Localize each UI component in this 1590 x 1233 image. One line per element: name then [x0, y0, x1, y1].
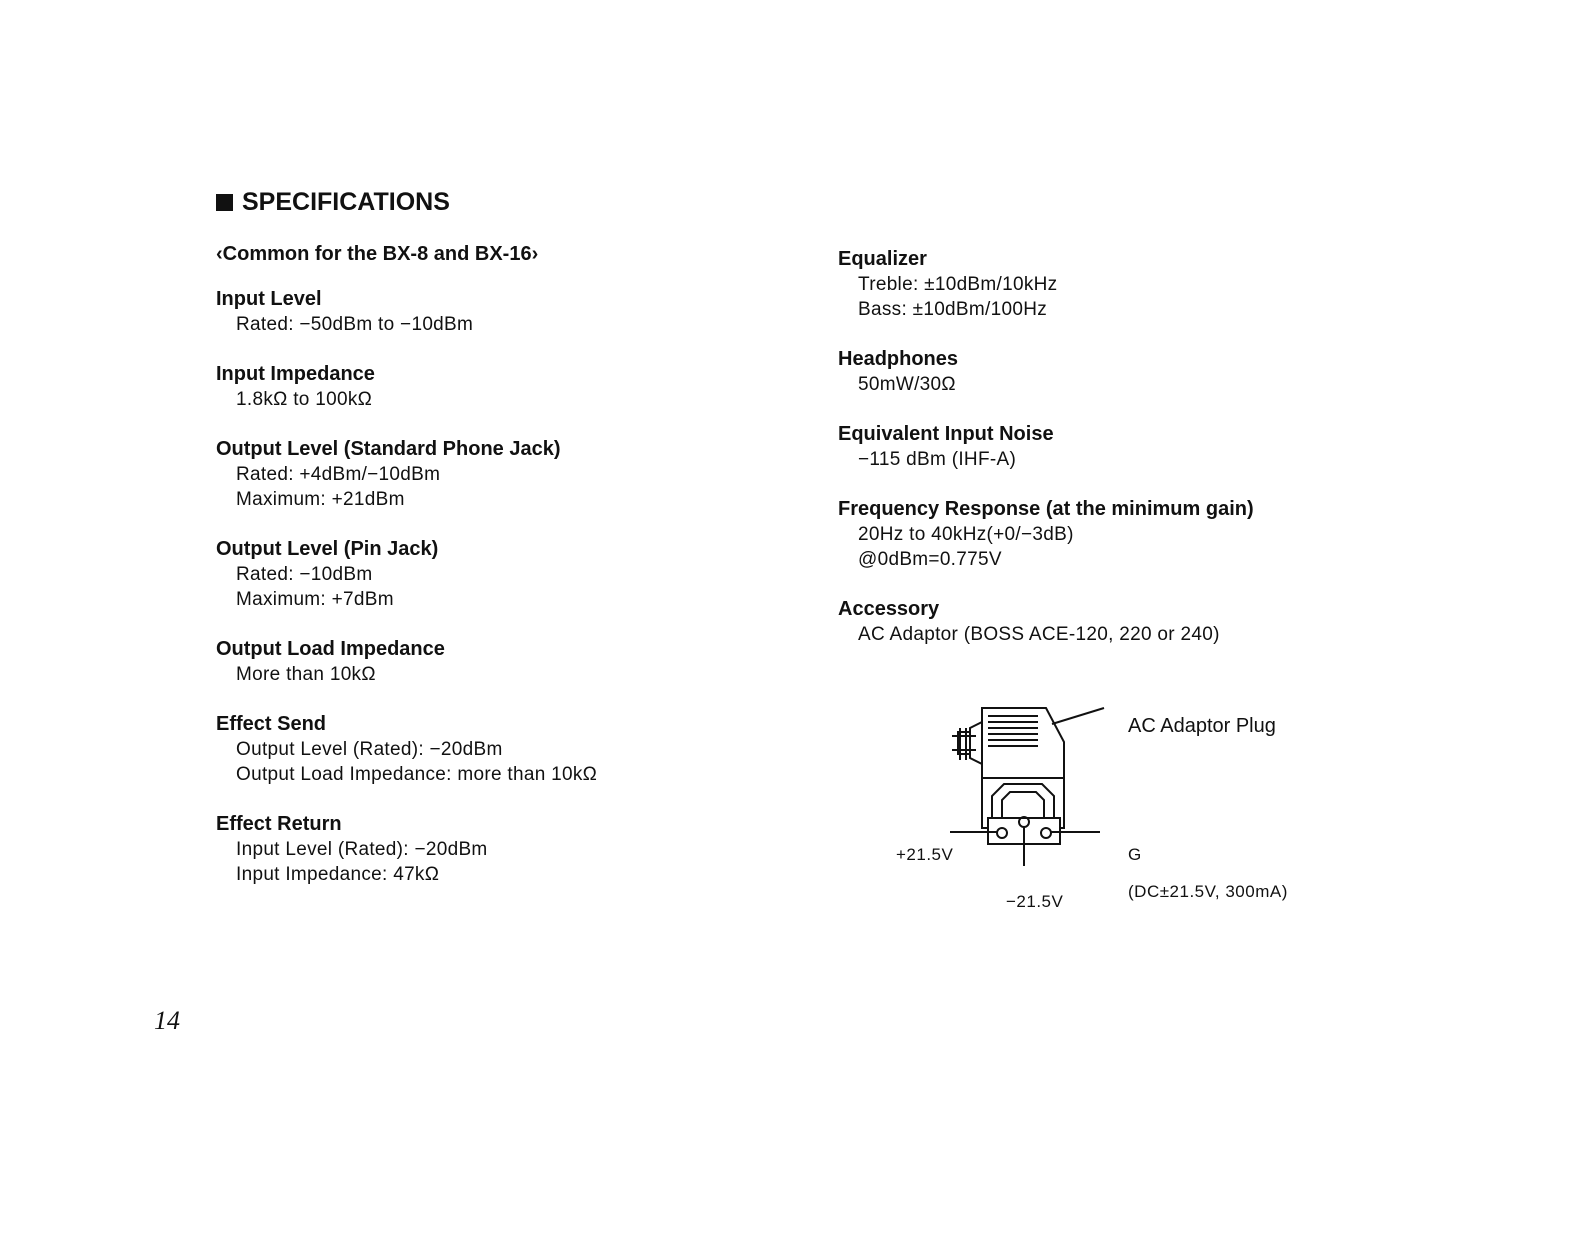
spec-heading: Input Level [216, 288, 322, 310]
right-column [838, 246, 1438, 671]
spec-input-level [216, 286, 776, 337]
spec-value: 1.8kΩ to 100kΩ [236, 389, 373, 410]
spec-heading: Output Load Impedance [216, 638, 445, 660]
spec-headphones [838, 346, 1438, 397]
section-title [216, 188, 450, 217]
plug-label: AC Adaptor Plug [1128, 715, 1276, 737]
spec-heading: Input Impedance [216, 363, 375, 385]
spec-value: 20Hz to 40kHz(+0/−3dB) [858, 524, 1074, 545]
spec-heading: Accessory [838, 598, 940, 620]
spec-value: Rated: −50dBm to −10dBm [236, 314, 474, 335]
spec-frequency-response [838, 496, 1438, 572]
common-models-note: ‹Common for the BX-8 and BX-16› [216, 243, 539, 265]
minus-voltage-label: −21.5V [1006, 892, 1064, 911]
spec-equalizer [838, 246, 1438, 322]
spec-value: Output Level (Rated): −20dBm [236, 739, 503, 760]
square-bullet-icon [216, 194, 233, 211]
section-title-text: SPECIFICATIONS [242, 188, 450, 216]
spec-value: @0dBm=0.775V [858, 549, 1002, 570]
spec-value: Maximum: +21dBm [236, 489, 405, 510]
spec-value: Maximum: +7dBm [236, 589, 394, 610]
spec-output-level-phone [216, 436, 776, 512]
spec-input-impedance [216, 361, 776, 412]
spec-value: 50mW/30Ω [858, 374, 956, 395]
spec-value: Input Impedance: 47kΩ [236, 864, 440, 885]
rating-label: (DC±21.5V, 300mA) [1128, 882, 1288, 901]
spec-heading: Output Level (Standard Phone Jack) [216, 438, 561, 460]
ground-label: G [1128, 845, 1142, 864]
spec-value: AC Adaptor (BOSS ACE-120, 220 or 240) [858, 624, 1220, 645]
spec-heading: Effect Return [216, 813, 342, 835]
spec-value: Bass: ±10dBm/100Hz [858, 299, 1048, 320]
plus-voltage-label: +21.5V [896, 845, 954, 864]
spec-effect-send [216, 711, 776, 787]
spec-heading: Effect Send [216, 713, 327, 735]
spec-accessory [838, 596, 1438, 647]
spec-output-load-impedance [216, 636, 776, 687]
spec-value: Output Load Impedance: more than 10kΩ [236, 764, 598, 785]
spec-value: −115 dBm (IHF-A) [858, 449, 1017, 470]
spec-output-level-pin [216, 536, 776, 612]
spec-heading: Output Level (Pin Jack) [216, 538, 439, 560]
spec-value: Rated: +4dBm/−10dBm [236, 464, 441, 485]
spec-heading: Frequency Response (at the minimum gain) [838, 498, 1254, 520]
ac-adaptor-plug-diagram [940, 700, 1130, 900]
spec-value: Rated: −10dBm [236, 564, 373, 585]
spec-value: Input Level (Rated): −20dBm [236, 839, 488, 860]
spec-equivalent-input-noise [838, 421, 1438, 472]
spec-value: Treble: ±10dBm/10kHz [858, 274, 1058, 295]
spec-heading: Headphones [838, 348, 959, 370]
left-column [216, 243, 776, 911]
page-number: 14 [154, 1006, 180, 1035]
spec-heading: Equivalent Input Noise [838, 423, 1054, 445]
spec-value: More than 10kΩ [236, 664, 376, 685]
spec-heading: Equalizer [838, 248, 927, 270]
spec-effect-return [216, 811, 776, 887]
